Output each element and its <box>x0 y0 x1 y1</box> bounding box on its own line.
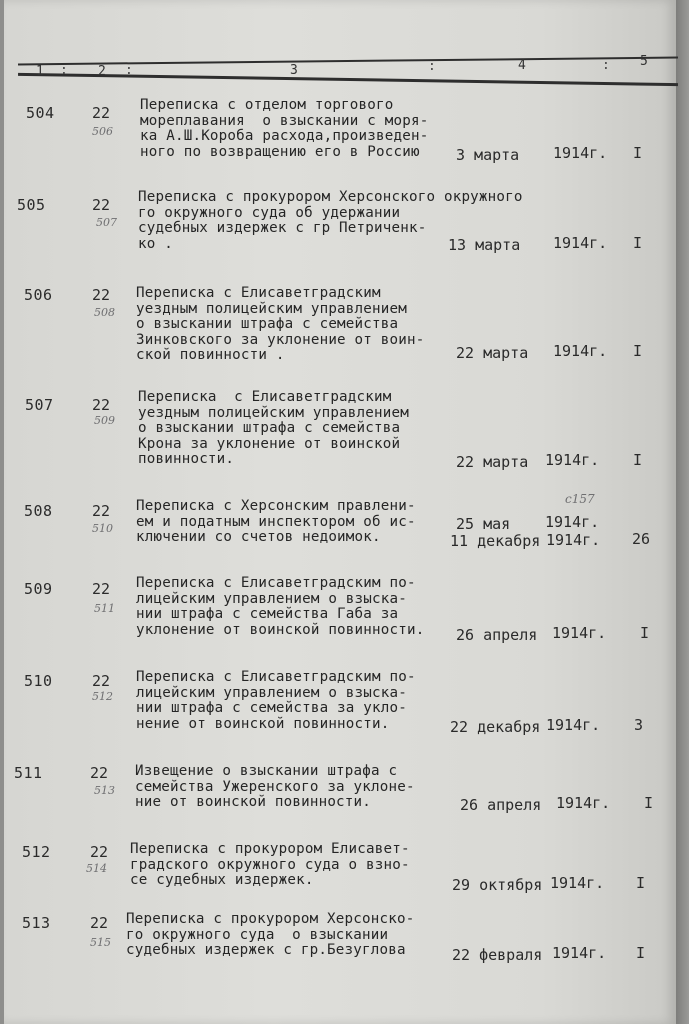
row-count: 22 <box>90 914 109 932</box>
header-col-3: 3 <box>290 63 298 78</box>
row-date: 26 апреля <box>456 626 538 644</box>
row-number: 511 <box>14 764 43 782</box>
row-sheets: 26 <box>632 530 651 548</box>
row-count: 22 <box>92 396 111 414</box>
row-sheets: I <box>640 624 650 642</box>
page-edge <box>676 0 689 1024</box>
handwritten-number: 506 <box>92 125 113 138</box>
row-count: 22 <box>92 580 111 598</box>
row-count: 22 <box>92 286 111 304</box>
handwritten-note: с157 <box>565 492 595 506</box>
row-year: 1914г. <box>553 144 608 162</box>
row-date: 3 марта <box>456 146 520 164</box>
row-year: 1914г. <box>550 874 605 892</box>
row-year: 1914г. <box>556 794 611 812</box>
row-number: 513 <box>22 914 51 932</box>
row-year: 1914г. <box>546 716 601 734</box>
header-divider: : <box>125 63 133 78</box>
handwritten-number: 512 <box>92 690 113 703</box>
row-sheets: I <box>633 234 643 252</box>
row-year: 1914г. <box>545 451 600 469</box>
handwritten-number: 507 <box>96 216 117 229</box>
row-title: Переписка с Елисаветградским уездным полицейским управлением о взыскании штрафа с семейства Зинковского за уклонение от воин- ской повинности . <box>136 285 425 363</box>
row-count: 22 <box>92 502 111 520</box>
row-title: Переписка с Елисаветградским по- лицейским управлением о взыска- нии штрафа с семейства Габа за уклонение от воинской повинности. <box>136 575 425 638</box>
row-date: 29 октября <box>452 876 543 894</box>
row-title: Переписка с прокурором Херсонско- го окружного суда о взыскании судебных издержек с гр.Безуглова <box>126 911 415 958</box>
row-date: 13 марта <box>448 236 521 254</box>
row-count: 22 <box>90 764 109 782</box>
row-number: 512 <box>22 843 51 861</box>
row-date: 22 декабря <box>450 718 541 736</box>
row-number: 506 <box>24 286 53 304</box>
row-year: 1914г. <box>545 513 600 531</box>
handwritten-number: 509 <box>94 414 115 427</box>
header-divider: : <box>602 58 610 73</box>
row-title: Извещение о взыскании штрафа с семейства Ужеренского за уклоне- ние от воинской повинности. <box>135 763 415 810</box>
row-number: 507 <box>25 396 54 414</box>
row-number: 504 <box>26 104 55 122</box>
row-count: 22 <box>92 672 111 690</box>
row-sheets: I <box>644 794 654 812</box>
row-date: 22 февраля <box>452 946 543 964</box>
header-col-5: 5 <box>640 54 648 69</box>
row-title: Переписка с Елисаветградским уездным полицейским управлением о взыскании штрафа с семейства Крона за уклонение от воинской повинности. <box>138 389 409 467</box>
row-sheets: I <box>636 874 646 892</box>
row-sheets: I <box>633 451 643 469</box>
row-year: 1914г. <box>552 944 607 962</box>
row-number: 508 <box>24 502 53 520</box>
row-title: Переписка с Херсонским правлени- ем и податным инспектором об ис- ключении со счетов недоимок. <box>136 498 416 545</box>
row-number: 510 <box>24 672 53 690</box>
row-title: Переписка с прокурором Херсонского окружного го окружного суда об удержании судебных издержек с гр Петриченк- ко . <box>138 189 523 252</box>
header-divider: : <box>60 63 68 78</box>
row-title: Переписка с Елисаветградским по- лицейским управлением о взыска- нии штрафа с семейства за укло- нение от воинской повинности. <box>136 669 416 732</box>
header-col-1: 1 <box>36 64 44 79</box>
row-sheets: I <box>633 342 643 360</box>
row-count: 22 <box>92 104 111 122</box>
row-count: 22 <box>90 843 109 861</box>
handwritten-number: 515 <box>90 936 111 949</box>
handwritten-number: 513 <box>94 784 115 797</box>
header-col-2: 2 <box>98 64 106 79</box>
row-number: 505 <box>17 196 46 214</box>
row-sheets: I <box>633 144 643 162</box>
row-year: 1914г. <box>553 342 608 360</box>
row-title: Переписка с прокурором Елисавет- градского окружного суда о взно- се судебных издержек. <box>130 841 410 888</box>
header-divider: : <box>428 59 436 74</box>
handwritten-number: 514 <box>86 862 107 875</box>
row-year: 1914г. <box>553 234 608 252</box>
row-count: 22 <box>92 196 111 214</box>
row-year-2: 1914г. <box>546 531 601 549</box>
row-sheets: 3 <box>634 716 644 734</box>
handwritten-number: 508 <box>94 306 115 319</box>
row-date-2: 11 декабря <box>450 532 541 550</box>
row-date: 22 марта <box>456 344 529 362</box>
row-date: 25 мая <box>456 515 511 533</box>
row-title: Переписка с отделом торгового мореплавания о взыскании с моря- ка А.Ш.Короба расхода,произведен- ного по возвращению его в Россию <box>140 97 429 160</box>
row-sheets: I <box>636 944 646 962</box>
row-year: 1914г. <box>552 624 607 642</box>
handwritten-number: 510 <box>92 522 113 535</box>
row-date: 22 марта <box>456 453 529 471</box>
row-date: 26 апреля <box>460 796 542 814</box>
header-col-4: 4 <box>518 58 526 73</box>
row-number: 509 <box>24 580 53 598</box>
handwritten-number: 511 <box>94 602 115 615</box>
